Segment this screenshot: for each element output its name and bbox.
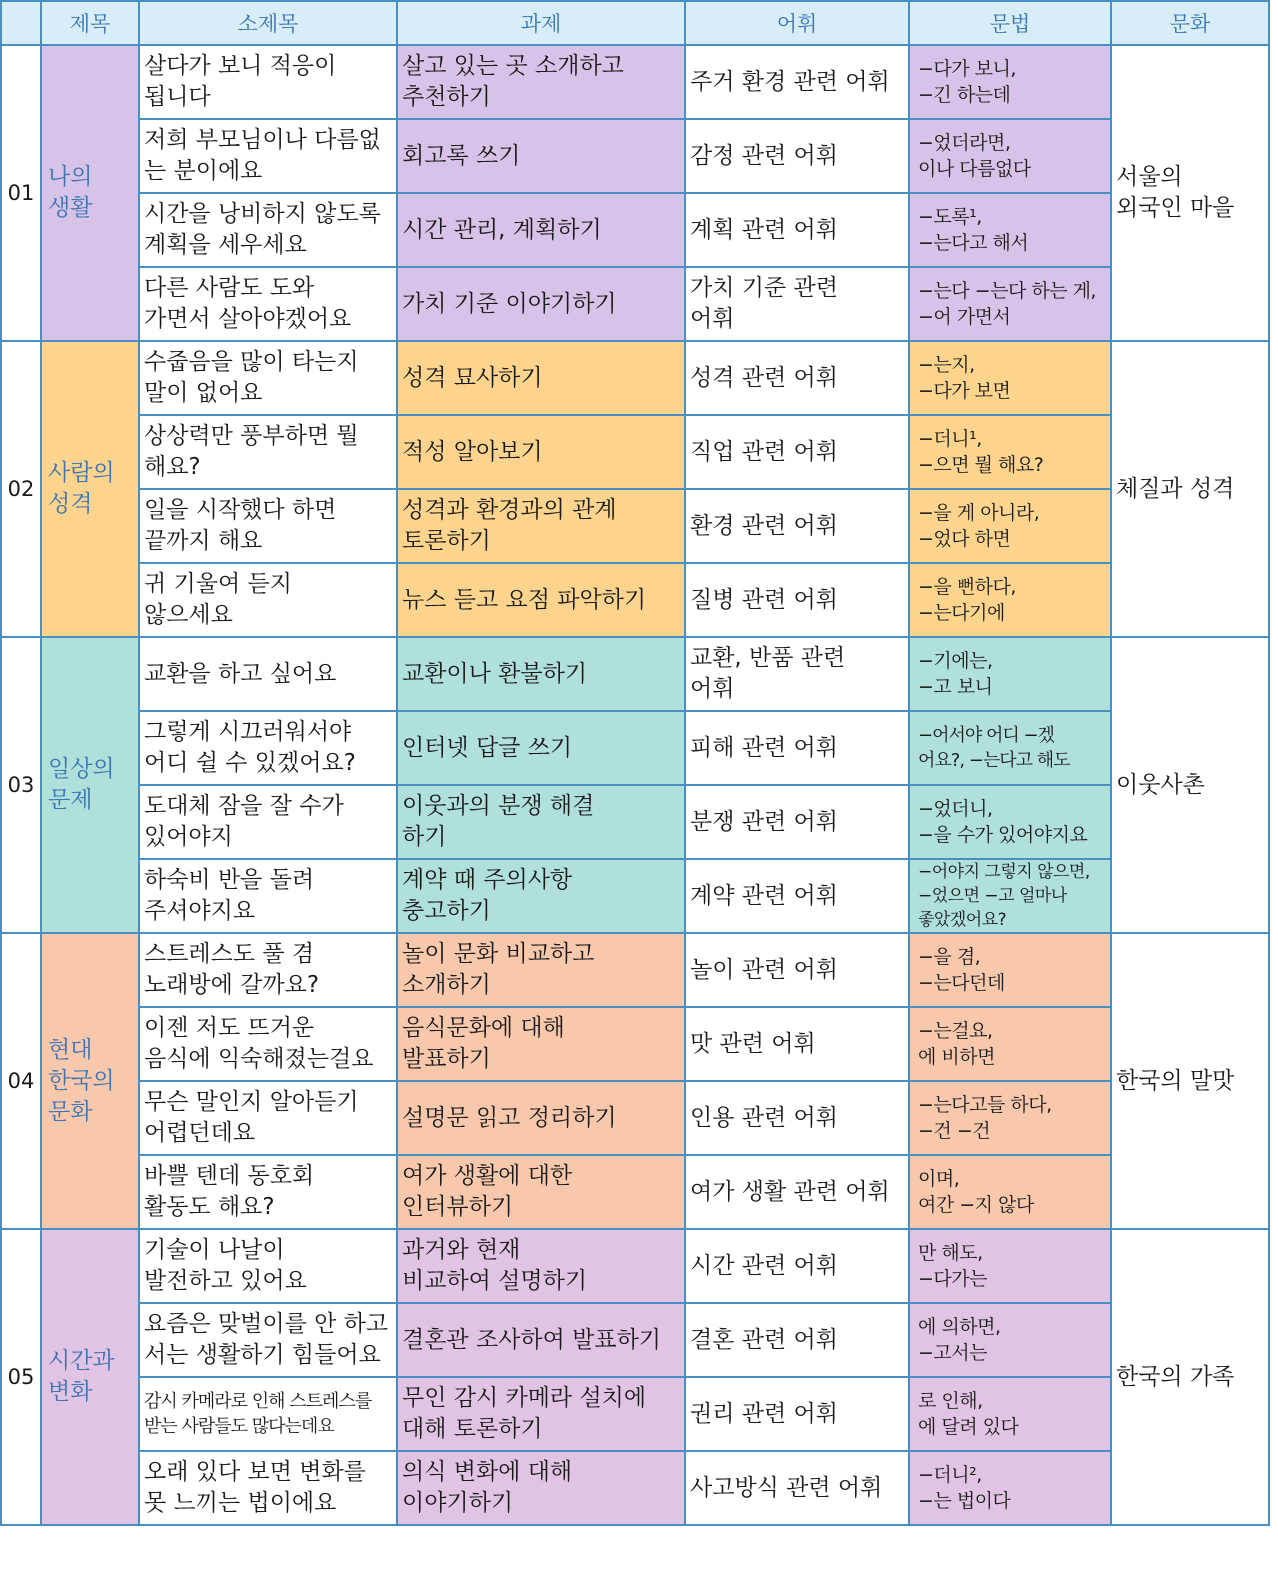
grammar-line: −어서야 어디 −겠 — [918, 725, 1054, 746]
task-line: 발표하기 — [402, 1046, 491, 1072]
grammar-line: −었으면 −고 얼마나 — [918, 886, 1067, 906]
subtitle-line: 하숙비 반을 돌려 — [144, 867, 315, 893]
task-line: 추천하기 — [402, 84, 491, 110]
subtitle-line: 어디 쉴 수 있겠어요? — [144, 750, 356, 776]
subtitle-line: 오래 있다 보면 변화를 — [144, 1459, 366, 1485]
task-cell — [397, 859, 685, 933]
vocabulary-cell — [685, 637, 909, 711]
subtitle-line: 도대체 잠을 잘 수가 — [144, 793, 344, 819]
grammar-line: −을 수가 있어야지요 — [918, 824, 1088, 846]
vocabulary-cell — [685, 415, 909, 489]
grammar-cell — [909, 415, 1111, 489]
task-line: 회고록 쓰기 — [402, 142, 521, 169]
task-line: 하기 — [402, 824, 447, 850]
grammar-line: −다가는 — [918, 1268, 987, 1290]
grammar-line: −는다 −는다 하는 게, — [918, 280, 1096, 302]
task-cell — [397, 637, 685, 711]
subtitle-cell — [139, 1081, 397, 1155]
grammar-cell — [909, 267, 1111, 341]
culture-cell — [1111, 933, 1269, 1229]
vocabulary-line: 인용 관련 어휘 — [690, 1104, 838, 1131]
subtitle-line: 어렵던데요 — [144, 1120, 256, 1146]
task-line: 대해 토론하기 — [402, 1416, 543, 1442]
vocabulary-line: 놀이 관련 어휘 — [690, 956, 838, 983]
table-row — [1, 341, 1269, 415]
task-cell — [397, 267, 685, 341]
subtitle-line: 주셔야지요 — [144, 898, 256, 924]
vocabulary-cell — [685, 785, 909, 859]
vocabulary-line: 맛 관련 어휘 — [690, 1030, 816, 1057]
subtitle-line: 됩니다 — [144, 84, 211, 110]
subtitle-line: 바쁠 텐데 동호회 — [144, 1163, 315, 1189]
subtitle-line: 교환을 하고 싶어요 — [144, 660, 337, 687]
table-row — [1, 415, 1269, 489]
culture-line: 외국인 마을 — [1116, 195, 1235, 221]
table-row — [1, 489, 1269, 563]
subtitle-cell — [139, 45, 397, 119]
task-cell — [397, 933, 685, 1007]
table-row — [1, 1377, 1269, 1451]
task-line: 뉴스 듣고 요점 파악하기 — [402, 586, 647, 613]
subtitle-cell — [139, 119, 397, 193]
vocabulary-line: 어휘 — [690, 306, 735, 332]
grammar-line: −는다기에 — [918, 602, 1005, 624]
subtitle-line: 상상력만 풍부하면 뭘 — [144, 423, 359, 449]
vocabulary-line: 성격 관련 어휘 — [690, 364, 838, 391]
vocabulary-cell — [685, 1155, 909, 1229]
task-cell — [397, 711, 685, 785]
grammar-cell — [909, 45, 1111, 119]
task-line: 시간 관리, 계획하기 — [402, 216, 602, 243]
vocabulary-line: 환경 관련 어휘 — [690, 512, 838, 539]
unit-title-line: 문화 — [48, 1098, 93, 1125]
table-row — [1, 119, 1269, 193]
grammar-line: −었더라면, — [918, 132, 1011, 154]
vocabulary-line: 어휘 — [690, 676, 735, 702]
subtitle-cell — [139, 415, 397, 489]
grammar-line: −더니¹, — [918, 428, 982, 450]
grammar-line: −는지, — [918, 354, 975, 376]
task-line: 살고 있는 곳 소개하고 — [402, 53, 624, 79]
vocabulary-line: 주거 환경 관련 어휘 — [690, 68, 890, 95]
culture-line: 체질과 성격 — [1116, 475, 1235, 502]
header-grammar: 문법 — [909, 1, 1111, 45]
vocabulary-line: 분쟁 관련 어휘 — [690, 808, 838, 835]
task-cell — [397, 1081, 685, 1155]
subtitle-line: 살다가 보니 적응이 — [144, 53, 337, 79]
grammar-line: 여간 −지 않다 — [918, 1194, 1034, 1216]
subtitle-line: 귀 기울여 듣지 — [144, 571, 292, 597]
grammar-cell — [909, 489, 1111, 563]
subtitle-line: 시간을 낭비하지 않도록 — [144, 201, 381, 227]
vocabulary-line: 여가 생활 관련 어휘 — [690, 1178, 890, 1205]
culture-line: 한국의 말맛 — [1116, 1067, 1235, 1094]
table-row — [1, 1451, 1269, 1525]
unit-number: 01 — [1, 45, 41, 341]
table-row — [1, 1007, 1269, 1081]
unit-title — [41, 1229, 139, 1525]
unit-title-line: 문제 — [48, 787, 93, 813]
subtitle-line: 서는 생활하기 힘들어요 — [144, 1342, 381, 1368]
vocabulary-line: 권리 관련 어휘 — [690, 1400, 838, 1427]
header-vocabulary: 어휘 — [685, 1, 909, 45]
grammar-line: −긴 하는데 — [918, 84, 1011, 106]
subtitle-line: 수줍음을 많이 타는지 — [144, 349, 359, 375]
grammar-line: −고 보니 — [918, 676, 993, 698]
subtitle-line: 다른 사람도 도와 — [144, 275, 315, 301]
grammar-line: 에 의하면, — [918, 1316, 1001, 1338]
vocabulary-cell — [685, 1377, 909, 1451]
unit-title — [41, 341, 139, 637]
unit-number: 03 — [1, 637, 41, 933]
task-cell — [397, 785, 685, 859]
table-row — [1, 637, 1269, 711]
task-line: 놀이 문화 비교하고 — [402, 941, 595, 967]
subtitle-line: 발전하고 있어요 — [144, 1268, 307, 1294]
header-task: 과제 — [397, 1, 685, 45]
grammar-cell — [909, 933, 1111, 1007]
subtitle-cell — [139, 711, 397, 785]
subtitle-line: 요즘은 맞벌이를 안 하고 — [144, 1311, 389, 1337]
vocabulary-cell — [685, 341, 909, 415]
table-row — [1, 563, 1269, 637]
culture-line: 이웃사촌 — [1116, 771, 1205, 798]
unit-title-line: 사람의 — [48, 460, 115, 486]
grammar-cell — [909, 341, 1111, 415]
table-row — [1, 785, 1269, 859]
unit-title-line: 나의 — [48, 164, 93, 190]
table-body — [1, 45, 1269, 1525]
grammar-line: −는다고 해서 — [918, 232, 1029, 254]
task-line: 음식문화에 대해 — [402, 1015, 565, 1041]
grammar-line: −을 겸, — [918, 946, 981, 968]
unit-number: 04 — [1, 933, 41, 1229]
culture-line: 서울의 — [1116, 164, 1183, 190]
task-line: 성격과 환경과의 관계 — [402, 497, 617, 523]
subtitle-cell — [139, 1451, 397, 1525]
grammar-line: −어 가면서 — [918, 306, 1011, 328]
unit-title-line: 일상의 — [48, 756, 115, 782]
grammar-cell — [909, 1155, 1111, 1229]
subtitle-cell — [139, 563, 397, 637]
vocabulary-cell — [685, 859, 909, 933]
grammar-line: −건 −건 — [918, 1120, 991, 1142]
grammar-line: −는다고들 하다, — [918, 1094, 1052, 1116]
vocabulary-line: 교환, 반품 관련 — [690, 645, 846, 671]
vocabulary-line: 결혼 관련 어휘 — [690, 1326, 838, 1353]
task-cell — [397, 489, 685, 563]
task-line: 가치 기준 이야기하기 — [402, 290, 617, 317]
vocabulary-cell — [685, 711, 909, 785]
vocabulary-cell — [685, 1303, 909, 1377]
grammar-line: −는걸요, — [918, 1020, 993, 1042]
vocabulary-cell — [685, 1229, 909, 1303]
grammar-cell — [909, 711, 1111, 785]
subtitle-line: 그렇게 시끄러워서야 — [144, 719, 352, 745]
subtitle-line: 활동도 해요? — [144, 1194, 275, 1220]
grammar-cell — [909, 1303, 1111, 1377]
task-cell — [397, 1007, 685, 1081]
task-line: 설명문 읽고 정리하기 — [402, 1104, 617, 1131]
task-line: 과거와 현재 — [402, 1237, 521, 1263]
grammar-line: −었더니, — [918, 798, 993, 820]
table-row — [1, 1155, 1269, 1229]
grammar-line: 에 비하면 — [918, 1046, 995, 1068]
vocabulary-cell — [685, 1451, 909, 1525]
task-cell — [397, 1451, 685, 1525]
grammar-line: −다가 보면 — [918, 380, 1011, 402]
unit-title-line: 현대 — [48, 1036, 93, 1063]
table-row — [1, 1229, 1269, 1303]
grammar-line: 좋았겠어요? — [918, 910, 1007, 930]
grammar-line: −으면 뭘 해요? — [918, 454, 1044, 476]
unit-title — [41, 933, 139, 1229]
subtitle-line: 는 분이에요 — [144, 158, 263, 184]
vocabulary-line: 시간 관련 어휘 — [690, 1252, 838, 1279]
subtitle-line: 음식에 익숙해졌는걸요 — [144, 1046, 374, 1072]
task-cell — [397, 1155, 685, 1229]
table-row — [1, 1303, 1269, 1377]
grammar-line: −다가 보니, — [918, 58, 1016, 80]
grammar-cell — [909, 1377, 1111, 1451]
vocabulary-cell — [685, 489, 909, 563]
grammar-line: −어야지 그렇지 않으면, — [918, 862, 1090, 882]
culture-cell — [1111, 341, 1269, 637]
subtitle-line: 않으세요 — [144, 602, 233, 628]
task-cell — [397, 45, 685, 119]
subtitle-line: 기술이 나날이 — [144, 1237, 285, 1263]
table-row — [1, 859, 1269, 933]
task-line: 인터넷 답글 쓰기 — [402, 734, 573, 761]
subtitle-cell — [139, 1229, 397, 1303]
subtitle-line: 끝까지 해요 — [144, 528, 263, 554]
vocabulary-cell — [685, 193, 909, 267]
grammar-line: −더니², — [918, 1464, 982, 1486]
unit-title-line: 시간과 — [48, 1348, 115, 1374]
grammar-cell — [909, 859, 1111, 933]
vocabulary-line: 감정 관련 어휘 — [690, 142, 838, 169]
task-line: 결혼관 조사하여 발표하기 — [402, 1326, 662, 1353]
vocabulary-line: 피해 관련 어휘 — [690, 734, 838, 761]
grammar-line: −을 뻔하다, — [918, 576, 1016, 598]
subtitle-cell — [139, 1303, 397, 1377]
grammar-line: 에 달려 있다 — [918, 1416, 1019, 1438]
culture-cell — [1111, 1229, 1269, 1525]
task-cell — [397, 1303, 685, 1377]
unit-title-line: 성격 — [48, 491, 93, 517]
header-title: 제목 — [41, 1, 139, 45]
unit-number: 05 — [1, 1229, 41, 1525]
subtitle-cell — [139, 1155, 397, 1229]
header-subtitle: 소제목 — [139, 1, 397, 45]
vocabulary-line: 질병 관련 어휘 — [690, 586, 838, 613]
task-line: 무인 감시 카메라 설치에 — [402, 1385, 647, 1411]
vocabulary-line: 계획 관련 어휘 — [690, 216, 838, 243]
header-row — [1, 1, 1269, 45]
subtitle-line: 말이 없어요 — [144, 380, 263, 406]
grammar-line: −도록¹, — [918, 206, 982, 228]
grammar-line: 만 해도, — [918, 1242, 983, 1264]
grammar-line: −을 게 아니라, — [918, 502, 1040, 524]
table-row — [1, 267, 1269, 341]
task-cell — [397, 341, 685, 415]
unit-title — [41, 637, 139, 933]
grammar-line: −었다 하면 — [918, 528, 1011, 550]
task-line: 소개하기 — [402, 972, 491, 998]
grammar-cell — [909, 1451, 1111, 1525]
subtitle-cell — [139, 785, 397, 859]
table-row — [1, 711, 1269, 785]
grammar-cell — [909, 563, 1111, 637]
table-row — [1, 45, 1269, 119]
task-cell — [397, 119, 685, 193]
task-cell — [397, 415, 685, 489]
unit-title-line: 변화 — [48, 1379, 93, 1405]
task-cell — [397, 563, 685, 637]
subtitle-line: 이젠 저도 뜨거운 — [144, 1015, 315, 1041]
header-blank — [1, 1, 41, 45]
unit-title — [41, 45, 139, 341]
task-line: 이야기하기 — [402, 1490, 514, 1516]
subtitle-cell — [139, 859, 397, 933]
subtitle-line: 계획을 세우세요 — [144, 232, 307, 258]
grammar-cell — [909, 1081, 1111, 1155]
subtitle-line: 스트레스도 풀 겸 — [144, 941, 315, 967]
subtitle-line: 저희 부모님이나 다름없 — [144, 127, 381, 153]
grammar-cell — [909, 119, 1111, 193]
task-line: 계약 때 주의사항 — [402, 867, 573, 893]
culture-cell — [1111, 637, 1269, 933]
subtitle-cell — [139, 193, 397, 267]
culture-line: 한국의 가족 — [1116, 1363, 1235, 1390]
subtitle-line: 해요? — [144, 454, 201, 480]
subtitle-cell — [139, 341, 397, 415]
task-line: 이웃과의 분쟁 해결 — [402, 793, 595, 819]
subtitle-line: 무슨 말인지 알아듣기 — [144, 1089, 359, 1115]
subtitle-line: 일을 시작했다 하면 — [144, 497, 337, 523]
vocabulary-cell — [685, 267, 909, 341]
subtitle-cell — [139, 933, 397, 1007]
table-row — [1, 1081, 1269, 1155]
task-line: 충고하기 — [402, 898, 491, 924]
vocabulary-cell — [685, 1007, 909, 1081]
subtitle-cell — [139, 1377, 397, 1451]
subtitle-line: 받는 사람들도 많다는데요 — [144, 1416, 334, 1437]
task-line: 토론하기 — [402, 528, 491, 554]
grammar-line: 이나 다름없다 — [918, 158, 1031, 180]
task-line: 의식 변화에 대해 — [402, 1459, 573, 1485]
task-line: 교환이나 환불하기 — [402, 660, 588, 687]
unit-title-line: 한국의 — [48, 1067, 115, 1094]
grammar-line: 어요?, −는다고 해도 — [918, 750, 1070, 771]
task-cell — [397, 1377, 685, 1451]
task-line: 인터뷰하기 — [402, 1194, 514, 1220]
grammar-line: 로 인해, — [918, 1390, 983, 1412]
grammar-cell — [909, 193, 1111, 267]
task-line: 적성 알아보기 — [402, 438, 543, 465]
vocabulary-line: 계약 관련 어휘 — [690, 882, 838, 909]
subtitle-line: 못 느끼는 법이에요 — [144, 1490, 337, 1516]
vocabulary-line: 사고방식 관련 어휘 — [690, 1474, 883, 1501]
vocabulary-cell — [685, 45, 909, 119]
vocabulary-cell — [685, 933, 909, 1007]
subtitle-line: 가면서 살아야겠어요 — [144, 306, 352, 332]
vocabulary-cell — [685, 563, 909, 637]
unit-number: 02 — [1, 341, 41, 637]
vocabulary-cell — [685, 1081, 909, 1155]
task-line: 성격 묘사하기 — [402, 364, 543, 391]
table-row — [1, 933, 1269, 1007]
subtitle-cell — [139, 267, 397, 341]
grammar-cell — [909, 637, 1111, 711]
task-cell — [397, 1229, 685, 1303]
vocabulary-line: 가치 기준 관련 — [690, 275, 838, 301]
grammar-cell — [909, 1229, 1111, 1303]
grammar-cell — [909, 785, 1111, 859]
grammar-line: −는 법이다 — [918, 1490, 1011, 1512]
culture-cell — [1111, 45, 1269, 341]
grammar-line: −기에는, — [918, 650, 993, 672]
header-culture: 문화 — [1111, 1, 1269, 45]
subtitle-cell — [139, 1007, 397, 1081]
subtitle-cell — [139, 489, 397, 563]
grammar-cell — [909, 1007, 1111, 1081]
subtitle-line: 노래방에 갈까요? — [144, 972, 320, 998]
task-line: 비교하여 설명하기 — [402, 1268, 588, 1294]
table-row — [1, 193, 1269, 267]
vocabulary-cell — [685, 119, 909, 193]
subtitle-cell — [139, 637, 397, 711]
task-line: 여가 생활에 대한 — [402, 1163, 573, 1189]
vocabulary-line: 직업 관련 어휘 — [690, 438, 838, 465]
subtitle-line: 있어야지 — [144, 824, 233, 850]
grammar-line: −고서는 — [918, 1342, 987, 1364]
subtitle-line: 감시 카메라로 인해 스트레스를 — [144, 1391, 372, 1412]
grammar-line: 이며, — [918, 1168, 960, 1190]
task-cell — [397, 193, 685, 267]
grammar-line: −는다던데 — [918, 972, 1005, 994]
unit-title-line: 생활 — [48, 195, 93, 221]
